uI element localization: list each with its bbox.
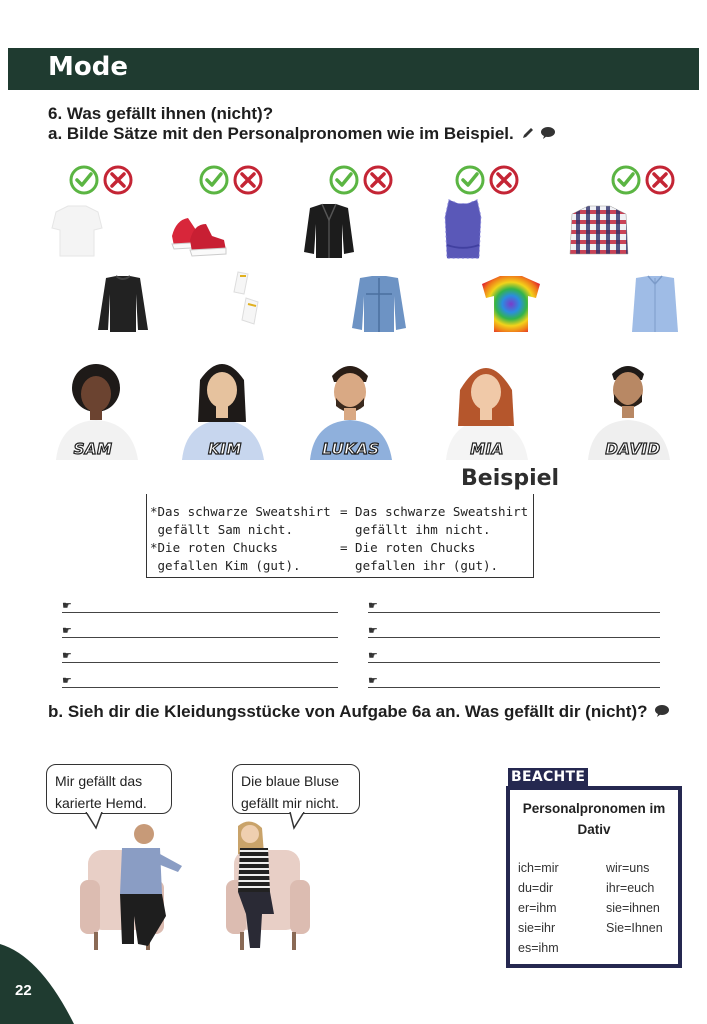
task-subtitle: a. Bilde Sätze mit den Personalpronomen wie im Beispiel. <box>48 124 556 144</box>
answer-column-right <box>368 596 660 688</box>
example-line: *Das schwarze Sweatshirt <box>150 504 331 519</box>
pointing-hand-icon: ☛ <box>62 600 72 612</box>
pronoun-pair: er=ihm <box>518 901 557 915</box>
page-corner <box>0 944 80 1024</box>
rating-marks-kim <box>199 165 263 199</box>
name-label-kim: KIM <box>208 440 242 458</box>
pointing-hand-icon: ☛ <box>62 675 72 687</box>
bubble-text: Die blaue Bluse <box>241 773 340 789</box>
pronoun-pair: wir=uns <box>606 861 650 875</box>
pointing-hand-icon: ☛ <box>368 625 378 637</box>
pointing-hand-icon: ☛ <box>368 650 378 662</box>
tiedye-shirt-image <box>478 270 544 336</box>
pronoun-pair: es=ihm <box>518 941 559 955</box>
woman-in-armchair-image <box>222 820 322 960</box>
note-tag: BEACHTE <box>508 768 588 786</box>
answer-line[interactable] <box>368 596 660 613</box>
speech-bubble-left <box>46 764 172 814</box>
answer-line[interactable] <box>368 671 660 688</box>
answer-line[interactable] <box>368 646 660 663</box>
note-title: Personalpronomen im Dativ <box>522 801 666 837</box>
answer-line[interactable] <box>62 671 338 688</box>
pronoun-pair: sie=ihnen <box>606 901 660 915</box>
speech-icon <box>654 704 670 718</box>
bubble-text: gefällt mir nicht. <box>241 795 340 811</box>
pointing-hand-icon: ☛ <box>62 625 72 637</box>
pointing-hand-icon: ☛ <box>368 600 378 612</box>
speech-bubble-right <box>232 764 360 814</box>
example-line: *Die roten Chucks <box>150 540 278 555</box>
denim-jacket-image <box>346 270 412 336</box>
pronoun-list-left <box>518 858 559 958</box>
task-title: 6. Was gefällt ihnen (nicht)? <box>48 104 274 123</box>
example-right-column <box>340 503 528 575</box>
example-line: gefällt Sam nicht. <box>150 522 293 537</box>
cross-icon[interactable] <box>103 165 133 195</box>
section-title: Mode <box>48 52 128 82</box>
cross-icon[interactable] <box>363 165 393 195</box>
example-line: gefallen ihr (gut). <box>340 558 499 573</box>
pronoun-list-right <box>606 858 663 938</box>
name-label-david: DAVID <box>605 440 661 458</box>
answer-column-left <box>62 596 338 688</box>
white-sneakers-image <box>218 264 284 330</box>
pronoun-pair: sie=ihr <box>518 921 556 935</box>
speech-icon <box>540 126 556 140</box>
red-sneakers-image <box>166 200 232 266</box>
pronoun-pair: du=dir <box>518 881 554 895</box>
pencil-icon <box>521 126 535 140</box>
light-blue-shirt-image <box>622 272 688 338</box>
answer-line[interactable] <box>368 621 660 638</box>
example-left-column <box>150 503 331 575</box>
check-icon[interactable] <box>329 165 359 195</box>
pronoun-pair: Sie=Ihnen <box>606 921 663 935</box>
check-icon[interactable] <box>69 165 99 195</box>
man-in-armchair-image <box>74 820 194 960</box>
pointing-hand-icon: ☛ <box>62 650 72 662</box>
example-line: = Das schwarze Sweatshirt <box>340 504 529 519</box>
check-icon[interactable] <box>199 165 229 195</box>
check-icon[interactable] <box>611 165 641 195</box>
rating-marks-sam <box>69 165 133 199</box>
name-label-sam: SAM <box>73 440 113 458</box>
cross-icon[interactable] <box>233 165 263 195</box>
blue-blouse-image <box>430 196 496 262</box>
example-line: gefallen Kim (gut). <box>150 558 301 573</box>
answer-line[interactable] <box>62 596 338 613</box>
example-line: gefällt ihm nicht. <box>340 522 491 537</box>
answer-line[interactable] <box>62 621 338 638</box>
cross-icon[interactable] <box>489 165 519 195</box>
example-line: = Die roten Chucks <box>340 540 476 555</box>
task-b-title: b. Sieh dir die Kleidungsstücke von Aufgabe 6a an. Was gefällt dir (nicht)? <box>48 702 670 722</box>
bubble-text: karierte Hemd. <box>55 795 147 811</box>
pronoun-pair: ihr=euch <box>606 881 655 895</box>
check-icon[interactable] <box>455 165 485 195</box>
bubble-text: Mir gefällt das <box>55 773 143 789</box>
cross-icon[interactable] <box>645 165 675 195</box>
leather-jacket-image <box>296 198 362 264</box>
rating-marks-mia <box>455 165 519 199</box>
rating-marks-lukas <box>329 165 393 199</box>
rating-marks-david <box>611 165 675 199</box>
black-sweatshirt-image <box>90 270 156 336</box>
name-label-mia: MIA <box>470 440 504 458</box>
pronoun-pair: ich=mir <box>518 861 559 875</box>
white-shirt-image <box>44 198 110 264</box>
example-label: Beispiel <box>461 466 560 491</box>
answer-line[interactable] <box>62 646 338 663</box>
checkered-shirt-image <box>566 200 632 266</box>
page-number: 22 <box>15 982 32 999</box>
pointing-hand-icon: ☛ <box>368 675 378 687</box>
name-label-lukas: LUKAS <box>322 440 380 458</box>
